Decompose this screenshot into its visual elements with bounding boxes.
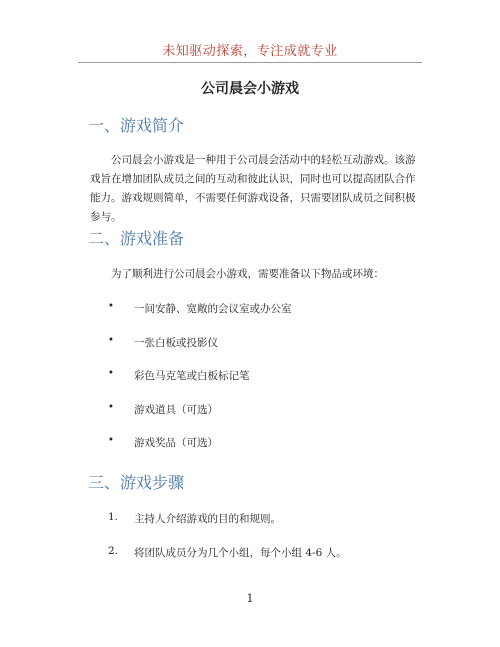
section-heading-preparation: 二、游戏准备: [88, 229, 185, 248]
bullet-icon: •: [108, 368, 114, 379]
header-divider: [78, 62, 422, 63]
bullet-icon: •: [108, 435, 114, 446]
document-page: 未知驱动探索，专注成就专业 公司晨会小游戏 一、游戏简介 公司晨会小游戏是一种用于公司晨会活动中的轻松互动游戏。该游戏旨在增加团队成员之间的互动和彼此认识，同时也可以提高团队合作能力。游戏规则简单，不需要任何游戏设备，只需要团队成员之间积极参与。 二、游戏准备 为了顺利进行公司晨会小游戏，需要准备以下物品或环境： • 一间安静、宽敞的会议室或办公室 • 一张白板或投影仪 • 彩色马克笔或白板标记笔 • 游戏道具（可选） • 游戏奖品（可选） 三、游戏步骤 1. 主持人介绍游戏的目的和规则。 2. 将团队成员分为几个小组，每个小组 4-6 人。 1: [0, 0, 500, 647]
section-heading-intro: 一、游戏简介: [88, 116, 185, 135]
document-title: 公司晨会小游戏: [201, 81, 299, 97]
step-number: 2.: [108, 545, 119, 557]
preparation-paragraph: 为了顺利进行公司晨会小游戏，需要准备以下物品或环境：: [111, 268, 384, 280]
step-number: 1.: [108, 511, 119, 523]
section-heading-steps: 三、游戏步骤: [88, 473, 185, 492]
page-number: 1: [246, 592, 254, 605]
bullet-icon: •: [108, 301, 114, 312]
bullet-icon: •: [108, 335, 114, 346]
page-header: 未知驱动探索，专注成就专业: [162, 44, 338, 59]
intro-paragraph: 公司晨会小游戏是一种用于公司晨会活动中的轻松互动游戏。该游戏旨在增加团队成员之间的互动和彼此认识，同时也可以提高团队合作能力。游戏规则简单，不需要任何游戏设备，只需要团队成员之间积极参与。: [90, 154, 416, 223]
step-text: 将团队成员分为几个小组，每个小组 4-6 人。: [134, 547, 347, 559]
bullet-icon: •: [108, 402, 114, 413]
step-text: 主持人介绍游戏的目的和规则。: [134, 513, 281, 525]
